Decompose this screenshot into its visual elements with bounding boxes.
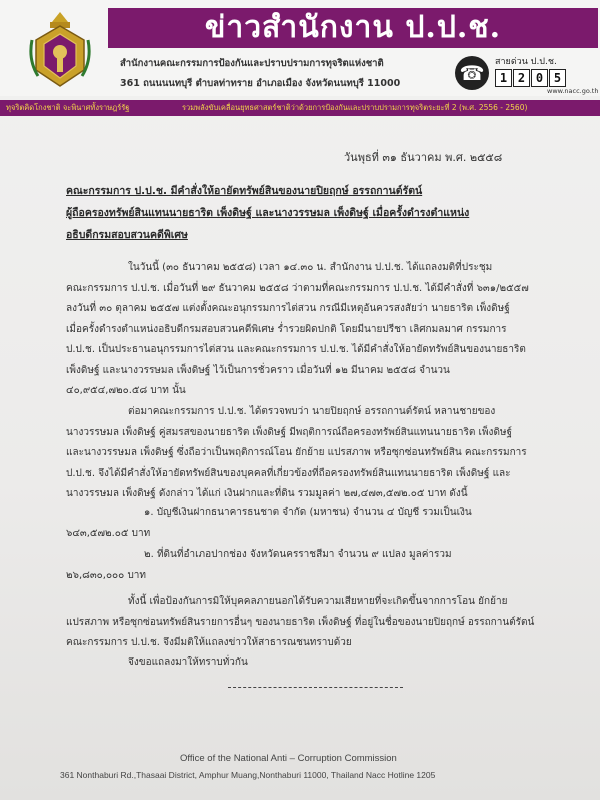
list-item-line: ๒. ที่ดินที่อำเภอปากช่อง จังหวัดนครราชสีมา จำนวน ๙ แปลง มูลค่ารวม	[144, 549, 452, 560]
paragraph-line: เพ็งดิษฐ์ และนางวรรษมล เพ็งดิษฐ์ ไว้เป็นการชั่วคราว เมื่อวันที่ ๑๒ มีนาคม ๒๕๕๘ จำนวน	[66, 364, 450, 376]
paragraph-3	[66, 592, 578, 654]
paragraph-line: นางวรรษมล เพ็งดิษฐ์ ดังกล่าว ได้แก่ เงินฝากและที่ดิน รวมมูลค่า ๒๗,๔๗๓,๕๗๒.๐๕ บาท ดังนี้	[66, 488, 468, 499]
list-item-line: ๖๔๓,๕๗๒.๐๕ บาท	[66, 527, 151, 539]
hotline-digit: 1	[495, 69, 512, 87]
hotline-number	[495, 67, 567, 83]
paragraph-line: คณะกรรมการ ป.ป.ช. เมื่อวันที่ ๒๙ ธันวาคม ๒๕๕๘ ว่าตามที่คณะกรรมการ ป.ป.ช. ได้มีคำสั่งที่ ๖๓๑/๒๕๕๗	[66, 282, 529, 294]
paragraph-line: นางวรรษมล เพ็งดิษฐ์ คู่สมรสของนายธาริต เพ็งดิษฐ์ มีพฤติการณ์ถือครองทรัพย์สินแทนนายธาริต เพ็งดิษฐ์	[66, 426, 513, 438]
headline-line: อธิบดีกรมสอบสวนคดีพิเศษ	[66, 229, 188, 241]
paragraph-line: ต่อมาคณะกรรมการ ป.ป.ช. ได้ตรวจพบว่า นายปิยฤกษ์ อรรถกานต์รัตน์ หลานชายของ	[128, 406, 496, 417]
paragraph-line: เมื่อครั้งดำรงตำแหน่งอธิบดีกรมสอบสวนคดีพิเศษ ร่ำรวยผิดปกติ โดยมีนายปรีชา เลิศกมลมาศ กรรมการ	[66, 323, 507, 335]
paragraph-line: และนางวรรษมล เพ็งดิษฐ์ ซึ่งถือว่าเป็นพฤติการณ์โอน ยักย้าย แปรสภาพ หรือซุกซ่อนทรัพย์สิน คณะกรรมการ	[66, 447, 527, 458]
list-item-line: ๒๖,๘๓๐,๐๐๐ บาท	[66, 569, 146, 581]
headline-line: ผู้ถือครองทรัพย์สินแทนนายธาริต เพ็งดิษฐ์ และนางวรรษมล เพ็งดิษฐ์ เมื่อครั้งดำรงตำแหน่ง	[66, 207, 470, 219]
closing-line	[66, 653, 578, 674]
paragraph-2	[66, 402, 578, 505]
newsletter-title-banner	[108, 8, 598, 48]
hotline-label: สายด่วน ป.ป.ช.	[495, 57, 557, 67]
newsletter-title: ข่าวสำนักงาน ป.ป.ช.	[204, 10, 502, 45]
footer-organization: Office of the National Anti – Corruption Commission	[180, 753, 397, 764]
footer-address: 361 Nonthaburi Rd.,Thasaai District, Amphur Muang,Nonthaburi 11000, Thailand Nacc Hotline 1205	[60, 770, 436, 780]
release-date: วันพุธที่ ๓๑ ธันวาคม พ.ศ. ๒๕๕๘	[344, 151, 503, 164]
hotline-badge	[455, 54, 599, 95]
divider	[228, 687, 403, 688]
nacc-seal-logo	[28, 10, 92, 88]
closing-text: จึงขอแถลงมาให้ทราบทั่วกัน	[128, 657, 248, 668]
headline	[66, 180, 576, 246]
headline-line: คณะกรรมการ ป.ป.ช. มีคำสั่งให้อายัดทรัพย์สินของนายปิยฤกษ์ อรรถกานต์รัตน์	[66, 185, 423, 197]
hotline-digit: 2	[513, 69, 530, 87]
paragraph-line: ป.ป.ช. จึงได้มีคำสั่งให้อายัดทรัพย์สินของบุคคลที่เกี่ยวข้องที่ถือครองทรัพย์สินแทนนายธาริต เพ็งดิษฐ์ และ	[66, 467, 511, 479]
paragraph-line: ๔๐,๙๕๔,๗๒๐.๕๘ บาท นั้น	[66, 385, 186, 396]
slogan-left: ทุจริตคิดโกงชาติ จะพินาศทั้งราษฎร์รัฐ	[6, 103, 130, 112]
phone-icon: ☎	[455, 56, 489, 90]
paragraph-line: คณะกรรมการ ป.ป.ช. จึงมีมติให้แถลงข่าวให้สาธารณชนทราบด้วย	[66, 637, 352, 648]
letterhead	[0, 0, 600, 96]
organization-name: สำนักงานคณะกรรมการป้องกันและปราบปรามการทุจริตแห่งชาติ	[120, 58, 384, 69]
paragraph-line: แปรสภาพ หรือซุกซ่อนทรัพย์สินรายการอื่นๆ ของนายธาริต เพ็งดิษฐ์ ที่อยู่ในชื่อของนายปิยฤกษ์ อรรถกานต์รัตน์	[66, 616, 535, 628]
list-item-2	[66, 545, 578, 586]
organization-address: 361 ถนนนนทบุรี ตำบลท่าทราย อำเภอเมือง จังหวัดนนทบุรี 11000	[120, 78, 401, 89]
paragraph-line: ทั้งนี้ เพื่อป้องกันการมิให้บุคคลภายนอกได้รับความเสียหายที่จะเกิดขึ้นจากการโอน ยักย้าย	[128, 596, 508, 607]
paragraph-1	[66, 258, 578, 402]
list-item-1	[66, 503, 578, 544]
list-item-line: ๑. บัญชีเงินฝากธนาคารธนชาต จำกัด (มหาชน) จำนวน ๔ บัญชี รวมเป็นเงิน	[144, 507, 472, 518]
hotline-digit: 0	[531, 69, 548, 87]
paragraph-line: ลงวันที่ ๓๐ ตุลาคม ๒๕๕๗ แต่งตั้งคณะอนุกรรมการไต่สวน กรณีมีเหตุอันควรสงสัยว่า นายธาริต เพ็งดิษฐ์	[66, 303, 510, 314]
website-url: www.nacc.go.th	[547, 87, 599, 95]
slogan-stripe	[0, 100, 600, 116]
paragraph-line: ในวันนี้ (๓๐ ธันวาคม ๒๕๕๘) เวลา ๑๔.๓๐ น. สำนักงาน ป.ป.ช. ได้แถลงมติที่ประชุม	[128, 262, 493, 273]
paragraph-line: ป.ป.ช. เป็นประธานอนุกรรมการไต่สวน และคณะกรรมการ ป.ป.ช. ได้มีคำสั่งให้อายัดทรัพย์สินของนายธาริต	[66, 344, 526, 355]
hotline-digit: 5	[549, 69, 566, 87]
slogan-right: รวมพลังขับเคลื่อนยุทธศาสตร์ชาติว่าด้วยการป้องกันและปราบปรามการทุจริตระยะที่ 2 (พ.ศ. 2556 - 2560)	[182, 103, 528, 112]
